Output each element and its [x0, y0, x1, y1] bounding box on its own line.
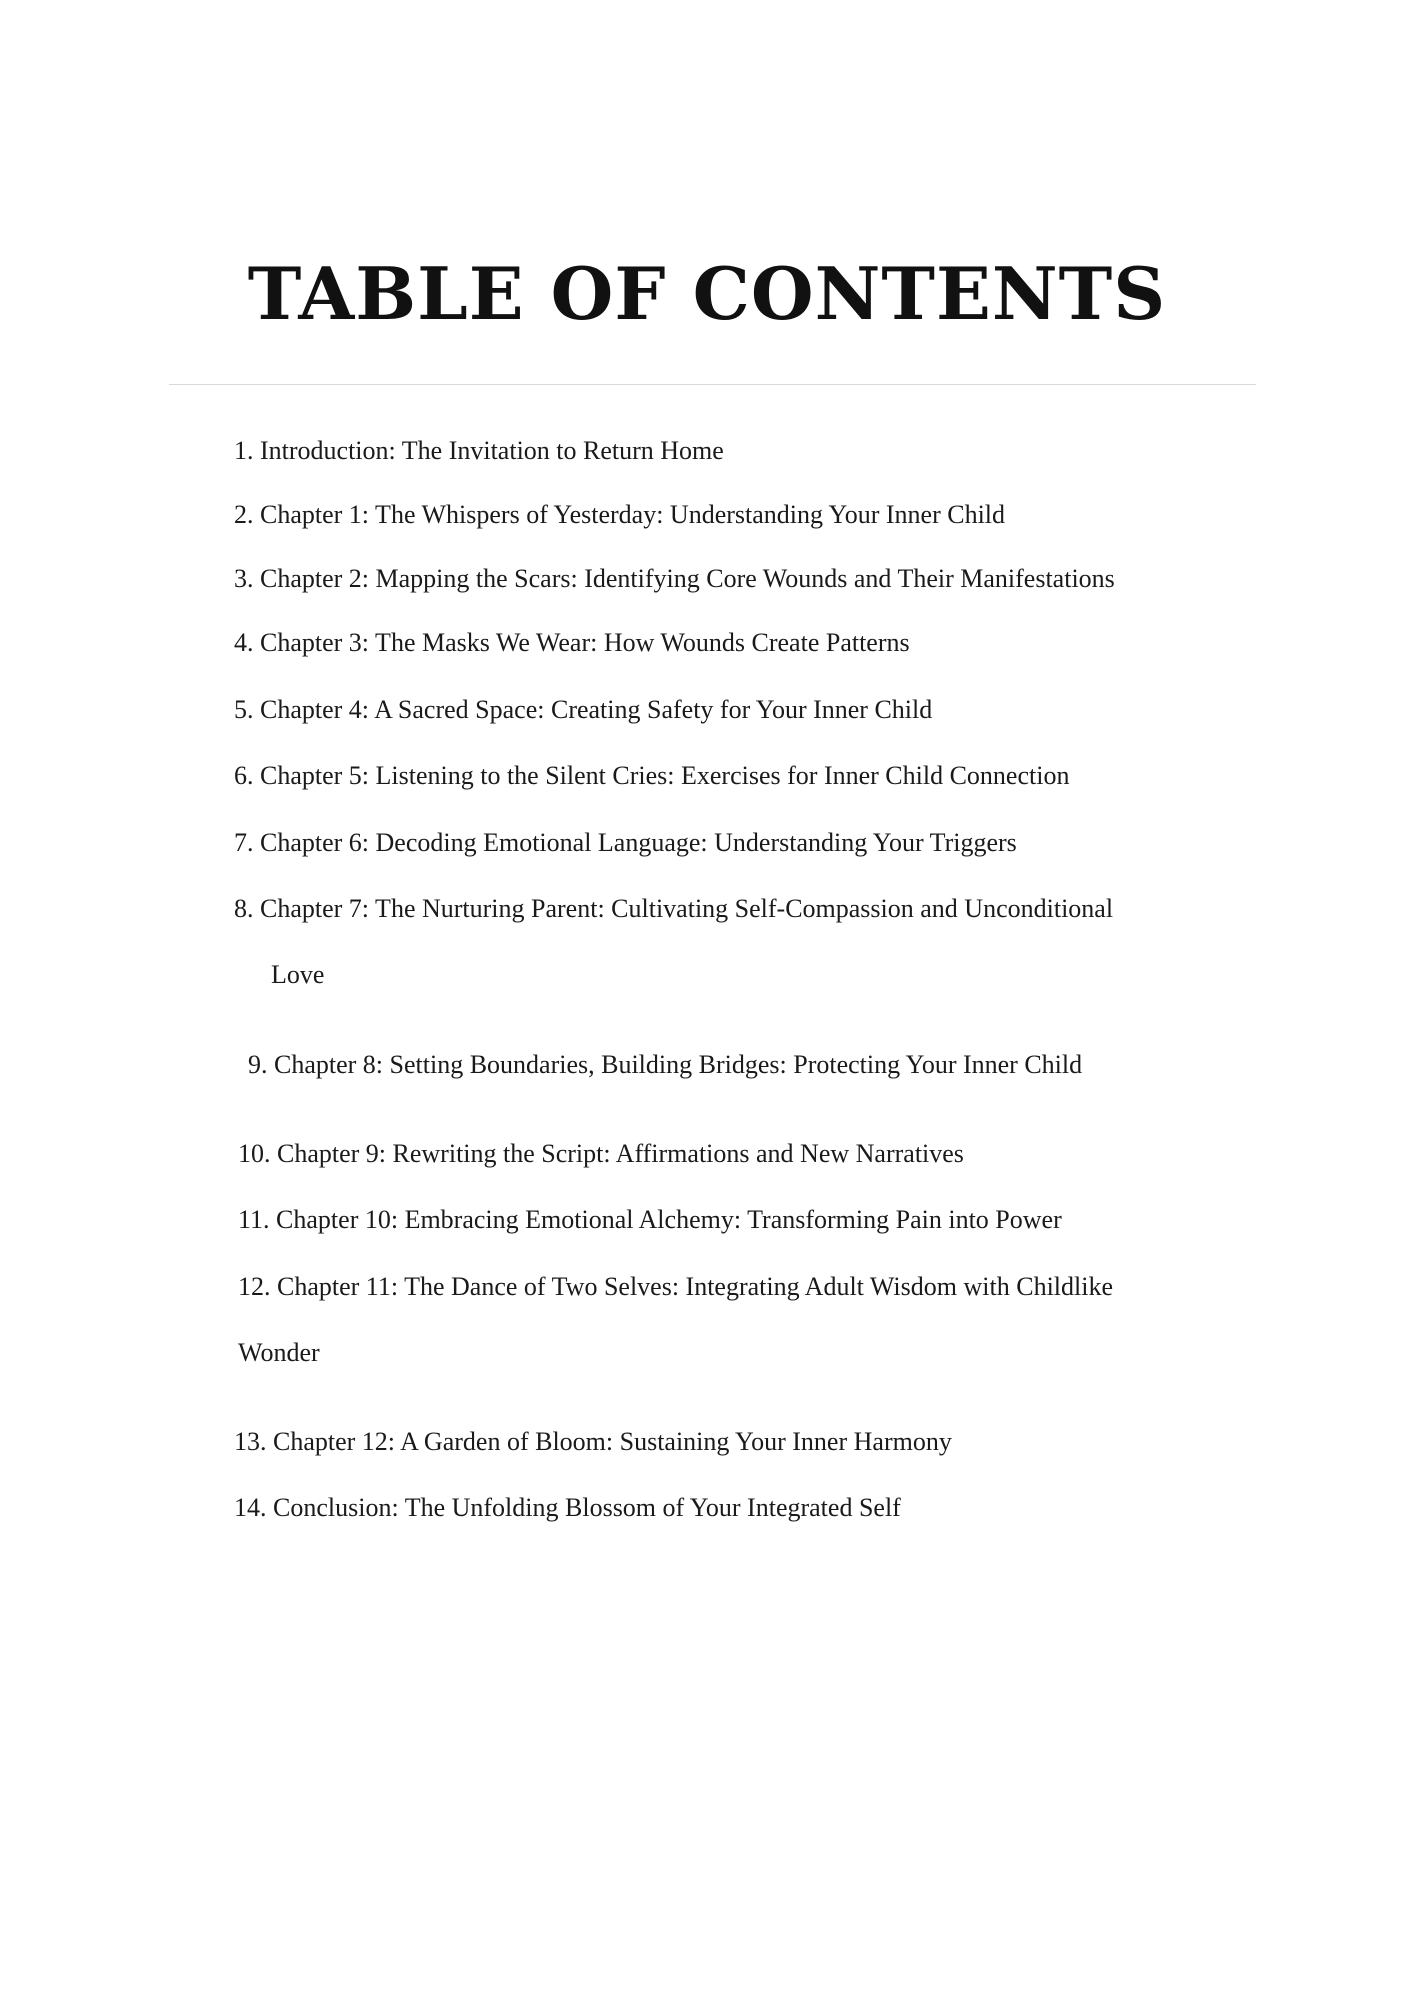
toc-entry-text: Chapter 9: Rewriting the Script: Affirmations and New Narratives — [277, 1139, 964, 1168]
toc-entry-14 — [234, 1495, 901, 1521]
toc-entry-text: Chapter 7: The Nurturing Parent: Cultivating Self-Compassion and Unconditional — [260, 894, 1114, 923]
toc-entry-number: 5. — [234, 695, 254, 724]
toc-entry-text: Chapter 4: A Sacred Space: Creating Safety for Your Inner Child — [260, 695, 933, 724]
title-divider — [169, 384, 1256, 385]
toc-entry-1 — [234, 438, 724, 464]
toc-entry-text: Chapter 5: Listening to the Silent Cries: Exercises for Inner Child Connection — [260, 761, 1070, 790]
toc-entry-number: 2. — [234, 500, 254, 529]
toc-entry-11 — [238, 1207, 1062, 1233]
toc-entry-3 — [234, 566, 1115, 592]
toc-entry-7 — [234, 830, 1017, 856]
toc-entry-text: Chapter 2: Mapping the Scars: Identifying Core Wounds and Their Manifestations — [260, 564, 1115, 593]
toc-entry-number: 6. — [234, 761, 254, 790]
toc-entry-number: 9. — [248, 1050, 268, 1079]
toc-entry-8 — [234, 896, 1113, 922]
toc-entry-text: Chapter 8: Setting Boundaries, Building Bridges: Protecting Your Inner Child — [274, 1050, 1083, 1079]
toc-entry-number: 1. — [234, 436, 254, 465]
toc-entry-number: 12. — [238, 1272, 271, 1301]
toc-entry-text: Chapter 12: A Garden of Bloom: Sustaining Your Inner Harmony — [273, 1427, 952, 1456]
toc-entry-text: Chapter 3: The Masks We Wear: How Wounds Create Patterns — [260, 628, 910, 657]
toc-entry-12-continuation: Wonder — [238, 1338, 320, 1367]
toc-entry-number: 10. — [238, 1139, 271, 1168]
toc-entry-8-continuation: Love — [271, 960, 325, 989]
toc-entry-text: Chapter 11: The Dance of Two Selves: Integrating Adult Wisdom with Childlike — [277, 1272, 1113, 1301]
toc-entry-number: 8. — [234, 894, 254, 923]
toc-entry-text: Conclusion: The Unfolding Blossom of Your Integrated Self — [273, 1493, 901, 1522]
toc-entry-6 — [234, 763, 1069, 789]
toc-entry-text: Chapter 1: The Whispers of Yesterday: Understanding Your Inner Child — [260, 500, 1006, 529]
toc-entry-number: 4. — [234, 628, 254, 657]
toc-entry-number: 3. — [234, 564, 254, 593]
toc-entry-text: Introduction: The Invitation to Return Home — [260, 436, 724, 465]
toc-entry-5 — [234, 697, 932, 723]
toc-entry-number: 11. — [238, 1205, 270, 1234]
toc-entry-9 — [248, 1052, 1082, 1078]
toc-entry-number: 14. — [234, 1493, 267, 1522]
page-title: TABLE OF CONTENTS — [247, 251, 1167, 336]
toc-entry-number: 7. — [234, 828, 254, 857]
toc-entry-12 — [238, 1274, 1113, 1300]
toc-entry-2 — [234, 502, 1005, 528]
toc-entry-13 — [234, 1429, 952, 1455]
toc-entry-4 — [234, 630, 910, 656]
toc-entry-number: 13. — [234, 1427, 267, 1456]
toc-entry-text: Chapter 6: Decoding Emotional Language: Understanding Your Triggers — [260, 828, 1017, 857]
toc-entry-text: Chapter 10: Embracing Emotional Alchemy: Transforming Pain into Power — [276, 1205, 1062, 1234]
toc-entry-10 — [238, 1141, 964, 1167]
